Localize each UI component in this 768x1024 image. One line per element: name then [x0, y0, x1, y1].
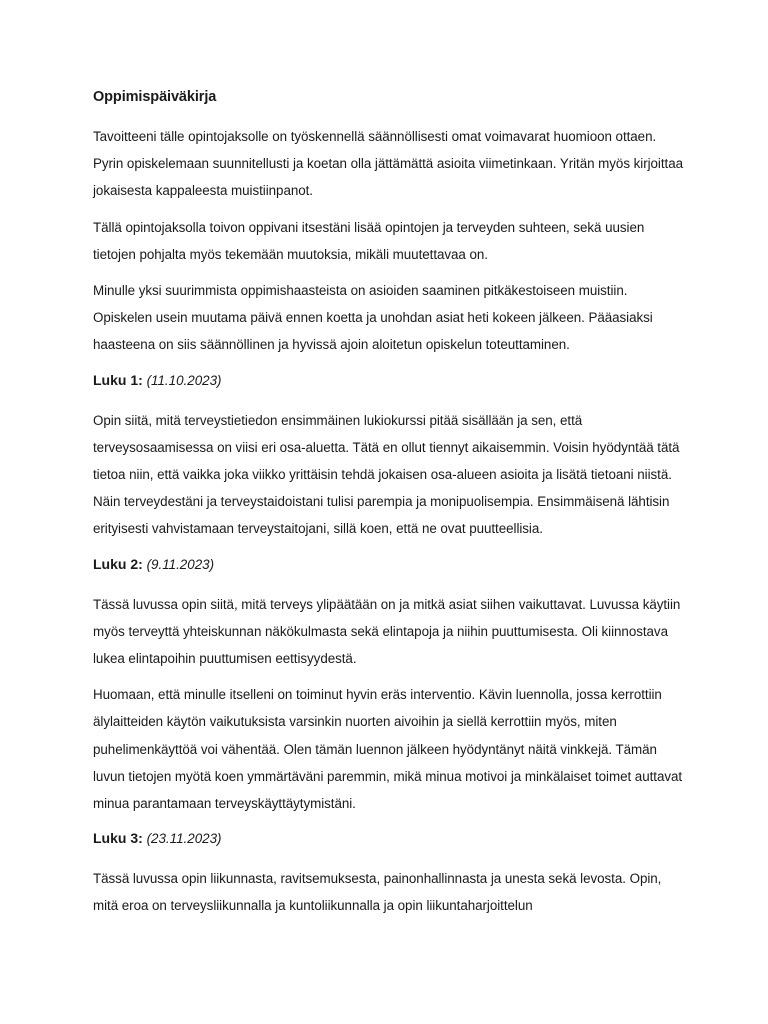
- chapter-1-paragraph-1: Opin siitä, mitä terveystietiedon ensimmäinen lukiokurssi pitää sisällään ja sen, että terveysosaamisessa on viisi eri osa-aluetta. Tätä en ollut tiennyt aikaisemmin. Voisin hyödyntää tätä tietoa niin, että vaikka joka viikko yrittäisin tehdä jokaisen osa-alueen asioita ja lisätä tietoani niistä. Näin terveydestäni ja terveystaidoistani tulisi parempia ja monipuolisempia. Ensimmäisenä lähtisin erityisesti vahvistamaan terveystaitojani, sillä koen, että ne ovat puutteellisia.: [93, 412, 680, 537]
- chapter-3-heading: [93, 826, 683, 851]
- intro-paragraph-1: Tavoitteeni tälle opintojaksolle on työskennellä säännöllisesti omat voimavarat huomioon ottaen. Pyrin opiskelemaan suunnitellusti ja koetan olla jättämättä asioita viimetinkaan. Yritän myös kirjoittaa jokaisesta kappaleesta muistiinpanot.: [93, 129, 683, 199]
- chapter-3-paragraph-1: Tässä luvussa opin liikunnasta, ravitsemuksesta, painonhallinnasta ja unesta sekä levosta. Opin, mitä eroa on terveysliikunnalla ja kuntoliikunnalla ja opin liikuntaharjoittelun: [93, 871, 662, 914]
- chapter-2-paragraph-2: Huomaan, että minulle itselleni on toiminut hyvin eräs interventio. Kävin luennolla, jossa kerrottiin älylaitteiden käytön vaikutuksista varsinkin nuorten aivoihin ja siellä kerrottiin myös, miten puhelimenkäyttöä voi vähentää. Olen tämän luennon jälkeen hyödyntänyt näitä vinkkejä. Tämän luvun tietojen myötä koen ymmärtäväni paremmin, mikä minua motivoi ja minkälaiset toimet auttavat minua parantamaan terveyskäyttäytymistäni.: [93, 687, 683, 812]
- intro-paragraph-2: Tällä opintojaksolla toivon oppivani itsestäni lisää opintojen ja terveyden suhteen, sekä uusien tietojen pohjalta myös tekemään muutoksia, mikäli muutettavaa on.: [93, 219, 645, 262]
- chapter-2-label: Luku 2:: [93, 555, 143, 572]
- document-page: [93, 84, 683, 929]
- chapter-1-label: Luku 1:: [93, 371, 143, 388]
- chapter-2-paragraph-1: Tässä luvussa opin siitä, mitä terveys ylipäätään on ja mitkä asiat siihen vaikuttavat. Luvussa käytiin myös terveyttä yhteiskunnan näkökulmasta sekä elintapoja ja niihin puuttumisesta. Oli kiinnostava lukea elintapoihin puuttumisen eettisyydestä.: [93, 596, 681, 667]
- chapter-3-date: (23.11.2023): [146, 831, 222, 847]
- chapter-2-heading: [93, 552, 683, 577]
- chapter-2-date: (9.11.2023): [146, 556, 215, 572]
- chapter-3-label: Luku 3:: [93, 830, 143, 847]
- document-title: Oppimispäiväkirja: [93, 89, 217, 105]
- intro-paragraph-3: Minulle yksi suurimmista oppimishaasteista on asioiden saaminen pitkäkestoiseen muistiin. Opiskelen usein muutama päivä ennen koetta ja unohdan asiat heti kokeen jälkeen. Pääasiaksi haasteena on siis säännöllinen ja hyvissä ajoin aloitetun opiskelun toteuttaminen.: [93, 283, 653, 353]
- chapter-1-heading: [93, 368, 683, 393]
- chapter-1-date: (11.10.2023): [146, 372, 222, 388]
